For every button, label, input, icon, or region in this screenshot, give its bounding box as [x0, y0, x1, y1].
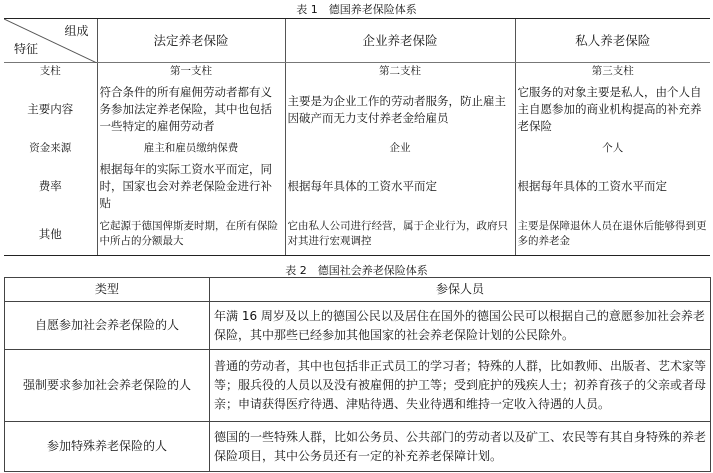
- other-private: 主要是保障退休人员在退休后能够得到更多的养老金: [515, 214, 710, 256]
- row-label-rate: 费率: [38, 178, 62, 193]
- corner-label-composition: 组成: [64, 24, 89, 38]
- rate-private: 根据每年具体的工资水平而定: [515, 159, 710, 214]
- header-private: 私人养老保险: [515, 19, 710, 63]
- type-mandatory: 强制要求参加社会养老保险的人: [5, 350, 210, 422]
- other-corporate: 它由私人公司进行经营，属于企业行为，政府只对其进行宏观调控: [285, 214, 515, 256]
- pillar-1: 第一支柱: [97, 63, 285, 81]
- content-row: [4, 81, 710, 139]
- header-statutory: 法定养老保险: [97, 19, 285, 63]
- type-voluntary: 自愿参加社会养老保险的人: [5, 302, 210, 350]
- row-label-other: 其他: [4, 214, 97, 256]
- other-statutory: 它起源于德国俾斯麦时期，在所有保险中所占的分额最大: [97, 214, 285, 256]
- content-private: 它服务的对象主要是私人，由个人自主自愿参加的商业机构提高的补充养老保险: [515, 81, 710, 139]
- other-row: [4, 214, 710, 256]
- social-pension-table: [4, 277, 711, 472]
- funding-corporate: 企业: [285, 139, 515, 159]
- table2-caption: 表 2 德国社会养老保险体系: [285, 264, 428, 277]
- header-type: 类型: [5, 278, 210, 302]
- content-corporate: 主要是为企业工作的劳动者服务，防止雇主因破产而无力支付养老金给雇员: [285, 81, 515, 139]
- table-row: [5, 302, 711, 350]
- row-label-content: 主要内容: [27, 102, 74, 116]
- funding-row: [4, 139, 710, 159]
- row-label-funding: 资金来源: [29, 142, 72, 154]
- corner-header-cell: [4, 19, 97, 63]
- pillar-2: 第二支柱: [285, 63, 515, 81]
- rate-statutory: 根据每年的实际工资水平而定，同时，国家也会对养老保险金进行补贴: [97, 159, 285, 214]
- pillar-label: 支柱: [39, 65, 61, 78]
- header-insured: 参保人员: [210, 278, 711, 302]
- type-special: 参加特殊养老保险的人: [5, 422, 210, 472]
- insured-special: 德国的一些特殊人群，比如公务员、公共部门的劳动者以及矿工、农民等有其自身特殊的养老保险项目，其中公务员还有一定的补充养老保障计划。: [210, 422, 711, 472]
- pension-system-table: [4, 18, 710, 256]
- content-statutory: 符合条件的所有雇佣劳动者都有义务参加法定养老保险，其中也包括一些特定的雇佣劳动者: [97, 81, 285, 139]
- pillar-3: 第三支柱: [515, 63, 710, 81]
- table-row: [5, 350, 711, 422]
- header-corporate: 企业养老保险: [285, 19, 515, 63]
- rate-corporate: 根据每年具体的工资水平而定: [285, 159, 515, 214]
- funding-private: 个人: [515, 139, 710, 159]
- table2-header-row: [5, 278, 711, 302]
- insured-voluntary: 年满 16 周岁及以上的德国公民以及居住在国外的德国公民可以根据自己的意愿参加社会养老保险，其中那些已经参加其他国家的社会养老保险计划的公民除外。: [210, 302, 711, 350]
- table1-caption: 表 1 德国养老保险体系: [296, 3, 417, 16]
- header-row: [4, 19, 710, 63]
- table-row: [5, 422, 711, 472]
- funding-statutory: 雇主和雇员缴纳保费: [97, 139, 285, 159]
- insured-mandatory: 普通的劳动者，其中也包括非正式员工的学习者；特殊的人群，比如教师、出版者、艺术家等等；服兵役的人员以及没有被雇佣的护工等；受到庇护的残疾人士；初养育孩子的父亲或者母亲；申请获得医疗待遇、津贴待遇、失业待遇和维持一定收入待遇的人员。: [210, 350, 711, 422]
- corner-label-feature: 特征: [14, 42, 39, 56]
- pillar-row: [4, 63, 710, 81]
- rate-row: [4, 159, 710, 214]
